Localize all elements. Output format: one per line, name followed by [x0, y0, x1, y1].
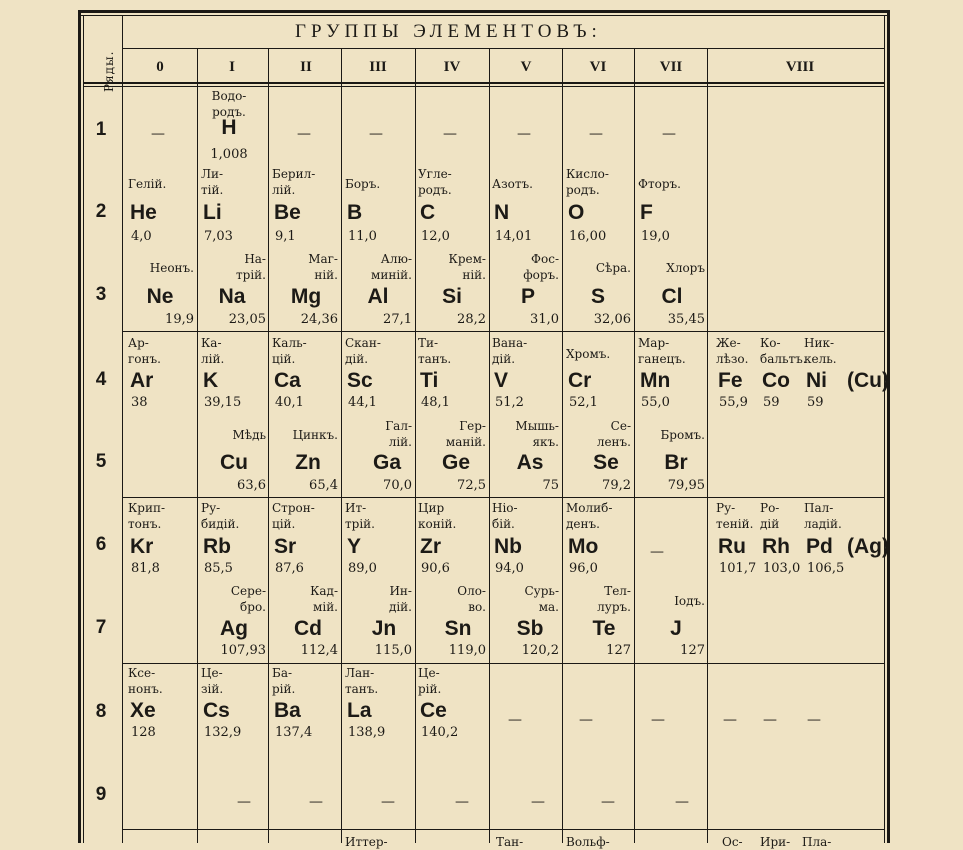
element-weight: 44,1: [348, 395, 377, 410]
empty-cell-dash: —: [662, 126, 676, 142]
element-symbol: Ge: [441, 451, 470, 474]
element-symbol: Sn: [444, 617, 472, 640]
element-symbol: O: [568, 201, 585, 224]
row-number: 3: [95, 284, 107, 305]
element-symbol: Na: [218, 285, 246, 308]
element-weight: 51,2: [495, 395, 524, 410]
element-name: Крип- тонъ.: [128, 501, 166, 531]
element-symbol: Cr: [568, 369, 592, 392]
element-name: Ро- дій: [760, 501, 780, 531]
element-name: Ніо- бій.: [492, 501, 518, 531]
element-name: Ник- кель.: [804, 336, 837, 366]
header-bottom-rule: [83, 82, 885, 84]
group-label: I: [229, 59, 235, 75]
element-name: Ру- теній.: [716, 501, 754, 531]
empty-cell-dash: —: [807, 712, 821, 728]
element-symbol: Rh: [762, 535, 790, 558]
element-weight: 65,4: [309, 478, 338, 493]
rows-column-divider: [122, 15, 123, 843]
element-name: Ос-: [722, 835, 743, 849]
element-weight: 103,0: [763, 561, 801, 576]
element-name: Хлоръ: [666, 261, 705, 275]
row-number: 6: [95, 534, 107, 555]
element-symbol: Pd: [806, 535, 833, 558]
element-weight: 27,1: [383, 312, 412, 327]
element-weight: 107,93: [220, 643, 266, 658]
group-column-divider: [197, 48, 198, 843]
element-weight: 40,1: [275, 395, 304, 410]
element-weight: 19,0: [641, 229, 670, 244]
group-label: VI: [589, 59, 607, 75]
element-symbol: J: [670, 617, 682, 640]
element-symbol: Br: [664, 451, 688, 474]
element-weight: 101,7: [719, 561, 757, 576]
empty-cell-dash: —: [579, 712, 593, 728]
element-name: Вана- дій.: [492, 336, 528, 366]
empty-cell-dash: —: [508, 712, 522, 728]
element-name: Тан-: [496, 835, 524, 849]
element-weight: 1,008: [210, 147, 248, 162]
element-name: Скан- дій.: [345, 336, 381, 366]
element-symbol: (Ag): [847, 535, 889, 558]
outer-border-top: [78, 10, 890, 13]
element-weight: 119,0: [448, 643, 486, 658]
empty-cell-dash: —: [651, 712, 665, 728]
element-symbol: Nb: [494, 535, 522, 558]
element-symbol: Jn: [371, 617, 397, 640]
element-symbol: Cu: [220, 451, 248, 474]
element-symbol: He: [130, 201, 157, 224]
group-header-title: ГРУППЫ ЭЛЕМЕНТОВЪ:: [295, 21, 602, 42]
element-weight: 81,8: [131, 561, 160, 576]
empty-cell-dash: —: [650, 544, 664, 560]
element-name: Неонъ.: [149, 261, 194, 275]
element-weight: 85,5: [204, 561, 233, 576]
element-symbol: (Cu): [847, 369, 889, 392]
element-name: Мѣдь: [232, 428, 266, 442]
element-weight: 89,0: [348, 561, 377, 576]
element-weight: 31,0: [530, 312, 559, 327]
element-weight: 23,05: [228, 312, 266, 327]
element-name: Боръ.: [345, 177, 381, 191]
group-label: VIII: [785, 59, 815, 75]
element-symbol: Xe: [130, 699, 156, 722]
row-number: 9: [95, 784, 107, 805]
element-weight: 79,95: [667, 478, 705, 493]
element-name: Ит- трій.: [345, 501, 375, 531]
element-symbol: N: [494, 201, 510, 224]
element-symbol: Al: [367, 285, 389, 308]
element-symbol: Be: [274, 201, 301, 224]
element-name: Ко- бальтъ.: [760, 336, 807, 366]
element-name: Ксе- нонъ.: [128, 666, 163, 696]
element-name: Ру- бидій.: [201, 501, 240, 531]
element-symbol: Ni: [806, 369, 827, 392]
element-symbol: Te: [592, 617, 616, 640]
element-name: Це- рій.: [418, 666, 442, 696]
element-symbol: F: [640, 201, 653, 224]
element-symbol: Ne: [146, 285, 174, 308]
element-name: Кад- мій.: [310, 584, 338, 614]
element-name: Ка- лій.: [201, 336, 225, 366]
element-symbol: Ga: [372, 451, 401, 474]
element-symbol: Mo: [568, 535, 599, 558]
element-weight: 90,6: [421, 561, 450, 576]
element-symbol: K: [203, 369, 219, 392]
group-column-divider: [634, 48, 635, 843]
element-name: Лан- танъ.: [345, 666, 379, 696]
element-name: Кисло- родъ.: [566, 167, 609, 197]
group-label: V: [520, 59, 532, 75]
empty-cell-dash: —: [381, 794, 395, 810]
element-symbol: Se: [593, 451, 619, 474]
element-name: Це- зій.: [201, 666, 224, 696]
element-weight: 59: [807, 395, 824, 410]
element-name: Ири-: [760, 835, 791, 849]
element-weight: 14,01: [495, 229, 533, 244]
empty-cell-dash: —: [297, 126, 311, 142]
period-divider: [122, 497, 885, 498]
element-symbol: Kr: [130, 535, 154, 558]
element-weight: 16,00: [569, 229, 607, 244]
element-weight: 19,9: [165, 312, 194, 327]
element-name: Цинкъ.: [292, 428, 338, 442]
element-weight: 96,0: [569, 561, 598, 576]
element-name: Мышь- якъ.: [515, 419, 559, 449]
element-weight: 7,03: [204, 229, 233, 244]
element-name: Мар- ганецъ.: [638, 336, 686, 366]
row-number: 4: [95, 369, 107, 390]
element-symbol: As: [516, 451, 544, 474]
element-weight: 115,0: [374, 643, 412, 658]
element-weight: 9,1: [275, 229, 296, 244]
element-weight: 72,5: [457, 478, 486, 493]
empty-cell-dash: —: [237, 794, 251, 810]
element-symbol: Fe: [718, 369, 743, 392]
group-label: IV: [443, 59, 461, 75]
element-symbol: Ca: [274, 369, 301, 392]
element-symbol: Zn: [295, 451, 321, 474]
row-number: 1: [95, 119, 107, 140]
element-symbol: Ru: [718, 535, 746, 558]
element-weight: 63,6: [237, 478, 266, 493]
header-bottom-rule-inner: [83, 86, 885, 87]
element-name: Цир коній.: [418, 501, 457, 531]
element-symbol: Ba: [274, 699, 301, 722]
title-divider: [122, 48, 885, 49]
element-name: Маг- ній.: [308, 252, 338, 282]
period-divider: [122, 663, 885, 664]
element-weight: 52,1: [569, 395, 598, 410]
period-divider: [122, 331, 885, 332]
element-symbol: P: [520, 285, 535, 308]
element-name: Берил- лій.: [272, 167, 316, 197]
element-name: Водо- родъ.: [211, 89, 247, 119]
element-weight: 70,0: [383, 478, 412, 493]
element-name: Строн- цій.: [272, 501, 315, 531]
empty-cell-dash: —: [455, 794, 469, 810]
element-symbol: Cl: [661, 285, 683, 308]
element-symbol: Zr: [420, 535, 441, 558]
element-symbol: V: [494, 369, 509, 392]
element-weight: 138,9: [348, 725, 386, 740]
element-weight: 87,6: [275, 561, 304, 576]
element-name: Сере- бро.: [230, 584, 266, 614]
element-symbol: Sb: [516, 617, 544, 640]
element-weight: 137,4: [275, 725, 313, 740]
row-number: 8: [95, 701, 107, 722]
element-symbol: Cd: [294, 617, 322, 640]
element-name: Иттер-: [345, 835, 388, 849]
element-name: Пал- ладій.: [804, 501, 842, 531]
element-weight: 120,2: [521, 643, 559, 658]
element-symbol: Ar: [130, 369, 154, 392]
element-name: Гал- лій.: [385, 419, 412, 449]
element-name: Сурь- ма.: [524, 584, 559, 614]
element-name: Каль- цій.: [272, 336, 307, 366]
outer-border-right-inner: [884, 15, 885, 843]
element-weight: 132,9: [204, 725, 242, 740]
outer-border-right: [887, 10, 890, 843]
element-name: Ти- танъ.: [418, 336, 452, 366]
element-name: На- трій.: [236, 252, 266, 282]
element-weight: 48,1: [421, 395, 450, 410]
element-weight: 59: [763, 395, 780, 410]
element-weight: 38: [131, 395, 148, 410]
element-weight: 106,5: [807, 561, 845, 576]
element-symbol: Ce: [420, 699, 447, 722]
element-name: Ин- дій.: [388, 584, 412, 614]
element-weight: 24,36: [300, 312, 338, 327]
element-symbol: Ti: [420, 369, 439, 392]
element-name: Вольф-: [566, 835, 610, 849]
element-name: Ба- рій.: [272, 666, 296, 696]
element-name: Тел- луръ.: [597, 584, 631, 614]
empty-cell-dash: —: [723, 712, 737, 728]
row-number: 2: [95, 201, 107, 222]
element-name: Оло- во.: [457, 584, 486, 614]
empty-cell-dash: —: [517, 126, 531, 142]
element-weight: 32,06: [593, 312, 631, 327]
element-name: Алю- миній.: [371, 252, 412, 282]
empty-cell-dash: —: [763, 712, 777, 728]
element-symbol: S: [590, 285, 605, 308]
element-symbol: Sr: [274, 535, 297, 558]
group-label: VII: [659, 59, 683, 75]
element-symbol: Ag: [220, 617, 248, 640]
group-column-divider: [268, 48, 269, 843]
element-name: Гер- маній.: [445, 419, 486, 449]
element-name: Угле- родъ.: [418, 167, 452, 197]
element-name: Фторъ.: [638, 177, 681, 191]
element-weight: 4,0: [131, 229, 152, 244]
element-name: Азотъ.: [492, 177, 533, 191]
element-weight: 79,2: [602, 478, 631, 493]
element-weight: 127: [606, 643, 631, 658]
element-weight: 75: [542, 478, 559, 493]
element-name: Крем- ній.: [448, 252, 486, 282]
element-name: Ар- гонъ.: [128, 336, 161, 366]
group-column-divider: [707, 48, 708, 843]
element-weight: 35,45: [667, 312, 705, 327]
element-weight: 112,4: [300, 643, 338, 658]
element-weight: 28,2: [457, 312, 486, 327]
element-name: Бромъ.: [660, 428, 705, 442]
element-name: Ли- тій.: [201, 167, 224, 197]
empty-cell-dash: —: [601, 794, 615, 810]
element-symbol: La: [347, 699, 372, 722]
rows-label: Ряды.: [102, 50, 116, 92]
element-symbol: Si: [442, 285, 462, 308]
element-weight: 11,0: [348, 229, 377, 244]
row-number: 7: [95, 617, 107, 638]
period-divider: [122, 829, 885, 830]
element-symbol: Rb: [203, 535, 231, 558]
element-symbol: Mg: [290, 285, 322, 308]
element-weight: 127: [680, 643, 705, 658]
empty-cell-dash: —: [675, 794, 689, 810]
element-symbol: Mn: [640, 369, 671, 392]
row-number: 5: [95, 451, 107, 472]
empty-cell-dash: —: [151, 126, 165, 142]
element-name: Хромъ.: [566, 347, 611, 361]
element-weight: 39,15: [204, 395, 242, 410]
element-symbol: Sc: [347, 369, 373, 392]
group-label: 0: [156, 59, 164, 75]
group-label: III: [369, 59, 387, 75]
element-name: Іодъ.: [674, 594, 705, 608]
empty-cell-dash: —: [589, 126, 603, 142]
element-name: Гелій.: [128, 177, 167, 191]
empty-cell-dash: —: [369, 126, 383, 142]
element-weight: 128: [131, 725, 156, 740]
empty-cell-dash: —: [309, 794, 323, 810]
element-weight: 94,0: [495, 561, 524, 576]
element-name: Пла-: [802, 835, 832, 849]
empty-cell-dash: —: [443, 126, 457, 142]
element-symbol: Co: [762, 369, 790, 392]
element-symbol: Cs: [203, 699, 230, 722]
element-name: Же- лѣзо.: [716, 336, 749, 366]
element-symbol: C: [420, 201, 436, 224]
element-name: Се- ленъ.: [596, 419, 631, 449]
element-symbol: Y: [347, 535, 362, 558]
empty-cell-dash: —: [531, 794, 545, 810]
element-name: Молиб- денъ.: [566, 501, 613, 531]
element-symbol: Li: [203, 201, 222, 224]
outer-border-top-inner: [78, 15, 890, 16]
element-weight: 140,2: [421, 725, 459, 740]
element-weight: 55,9: [719, 395, 748, 410]
element-symbol: B: [347, 201, 363, 224]
element-weight: 55,0: [641, 395, 670, 410]
element-name: Фос- форъ.: [523, 252, 559, 282]
element-symbol: H: [221, 116, 237, 139]
element-weight: 12,0: [421, 229, 450, 244]
element-name: Сѣра.: [595, 261, 631, 275]
group-label: II: [300, 59, 312, 75]
